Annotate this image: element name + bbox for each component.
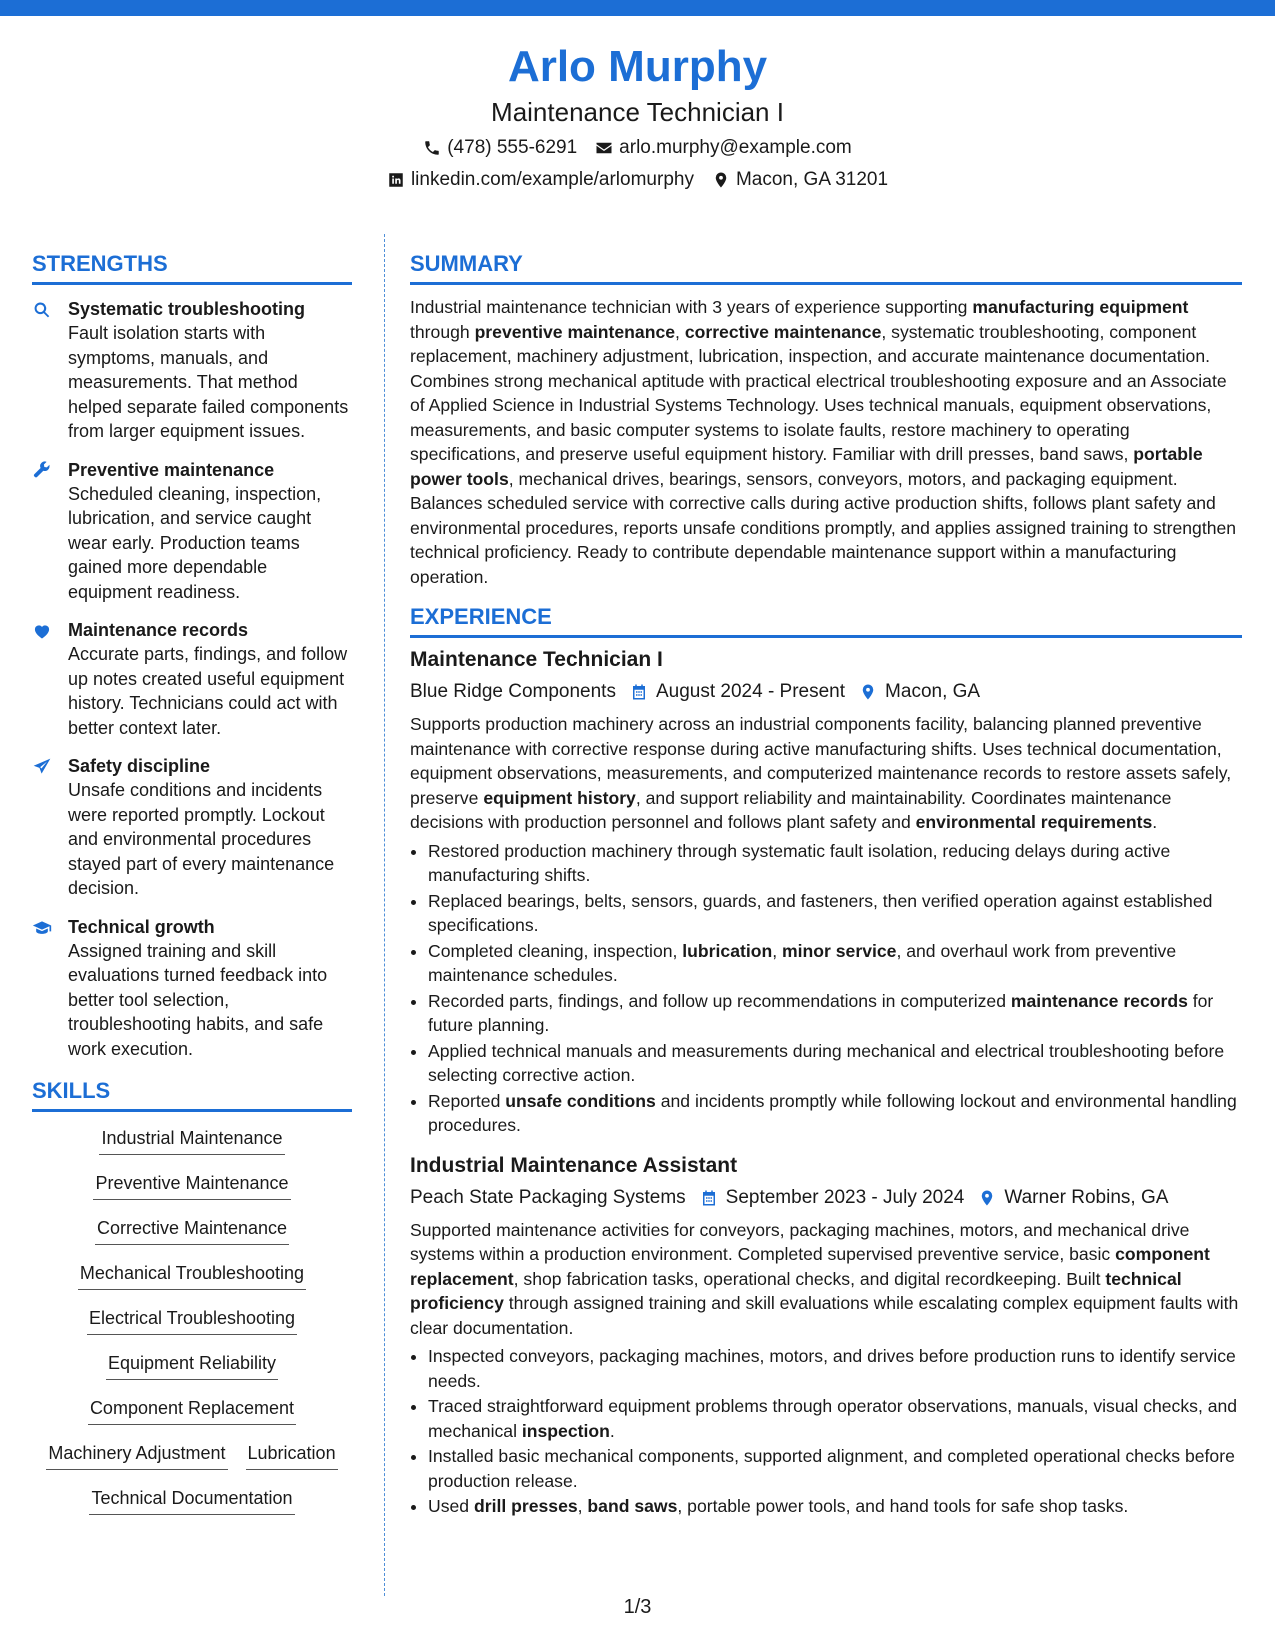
- page-number: 1/3: [623, 1596, 652, 1618]
- job-bullet: • Reported unsafe conditions and incidents promptly while following lockout and environmental handling procedures.: [428, 1089, 1242, 1138]
- skill-tag: Industrial Maintenance: [99, 1124, 284, 1155]
- phone-contact: [423, 136, 577, 160]
- phone-text: (478) 555-6291: [447, 137, 578, 158]
- skill-tag: Machinery Adjustment: [46, 1439, 227, 1470]
- linkedin-contact[interactable]: [387, 168, 694, 192]
- calendar-icon: [700, 1189, 718, 1207]
- strength-body: [68, 754, 352, 901]
- top-accent-bar: [0, 0, 1275, 16]
- strength-body: [68, 618, 352, 740]
- candidate-title: Maintenance Technician I: [491, 97, 784, 127]
- job-bullet: • Installed basic mechanical components, supported alignment, and completed operational checks before production release.: [428, 1444, 1242, 1493]
- job-bullet: • Replaced bearings, belts, sensors, guards, and fasteners, then verified operation against established specifications.: [428, 889, 1242, 938]
- map-pin-icon-wrap: [859, 683, 877, 701]
- contact-row-2: [0, 168, 1275, 192]
- resume-header: [0, 40, 1275, 192]
- job-entry: [410, 646, 1242, 1138]
- summary-heading: SUMMARY: [410, 250, 1242, 285]
- job-bullet: • Applied technical manuals and measurements during mechanical and electrical troubleshooting before selecting corrective action.: [428, 1039, 1242, 1088]
- job-bullet: • Completed cleaning, inspection, lubrication, minor service, and overhaul work from preventive maintenance schedules.: [428, 939, 1242, 988]
- strength-title: Preventive maintenance: [68, 459, 275, 480]
- skill-tag: Technical Documentation: [89, 1484, 294, 1515]
- skill-tag: Equipment Reliability: [106, 1349, 278, 1380]
- paper-plane-icon: [32, 757, 52, 777]
- job-description: Supports production machinery across an industrial components facility, balancing planned preventive maintenance with corrective response during active manufacturing shifts. Uses technical documentation, equipment observations, measurements, and computerized maintenance records to restore assets safely, preserve equipment history, and support reliability and maintainability. Coordinates maintenance decisions with production personnel and follows plant safety and environmental requirements.: [410, 714, 1232, 832]
- location-contact: [712, 168, 888, 192]
- strength-title: Maintenance records: [68, 620, 249, 640]
- job-company: Peach State Packaging Systems: [410, 1186, 686, 1208]
- map-pin-icon: [712, 171, 730, 189]
- heart-icon: [32, 621, 52, 641]
- column-divider: [384, 234, 385, 1596]
- job-title: Maintenance Technician I: [410, 648, 663, 671]
- job-company: Blue Ridge Components: [410, 681, 616, 702]
- strength-text: Scheduled cleaning, inspection, lubrication, and service caught wear early. Production teams gained more dependable equipment readiness.: [68, 483, 322, 602]
- strength-item: [32, 618, 352, 740]
- map-pin-icon: [978, 1189, 996, 1207]
- job-location: Macon, GA: [885, 681, 981, 702]
- map-pin-icon-wrap: [978, 1189, 996, 1207]
- job-bullet: • Used drill presses, band saws, portable power tools, and hand tools for safe shop tasks.: [428, 1494, 1242, 1519]
- skills-list: [32, 1124, 352, 1515]
- email-contact[interactable]: [595, 136, 852, 160]
- job-title: Industrial Maintenance Assistant: [410, 1153, 738, 1177]
- job-bullet: • Restored production machinery through systematic fault isolation, reducing delays during active manufacturing shifts.: [428, 839, 1242, 888]
- job-bullets: [410, 1344, 1242, 1519]
- experience-list: [410, 646, 1242, 1519]
- strength-title: Systematic troubleshooting: [68, 299, 306, 319]
- job-bullet: • Inspected conveyors, packaging machines, motors, and drives before production runs to identify service needs.: [428, 1344, 1242, 1393]
- job-dates: August 2024 - Present: [655, 681, 846, 702]
- strength-icon-wrap: [32, 297, 56, 444]
- calendar-icon: [630, 683, 648, 701]
- strength-text: Fault isolation starts with symptoms, manuals, and measurements. That method helped separate failed components from larger equipment issues.: [68, 323, 349, 441]
- map-pin-icon: [859, 683, 877, 701]
- strength-item: [32, 458, 352, 605]
- strength-title: Safety discipline: [68, 756, 211, 776]
- strengths-list: [32, 297, 352, 1061]
- linkedin-icon: [387, 171, 405, 189]
- skill-tag: Electrical Troubleshooting: [87, 1304, 297, 1335]
- phone-icon: [423, 139, 441, 157]
- job-bullet: • Traced straightforward equipment problems through operator observations, manuals, visual checks, and mechanical inspection.: [428, 1394, 1242, 1443]
- graduation-cap-icon: [32, 918, 52, 938]
- calendar-icon-wrap: [630, 683, 648, 701]
- job-bullets: [410, 839, 1242, 1138]
- strength-item: [32, 754, 352, 901]
- strength-body: [68, 297, 352, 444]
- email-text[interactable]: arlo.murphy@example.com: [619, 137, 852, 158]
- location-text: Macon, GA 31201: [735, 169, 889, 190]
- job-dates: September 2023 - July 2024: [725, 1186, 965, 1208]
- strength-icon-wrap: [32, 458, 56, 605]
- strength-text: Assigned training and skill evaluations turned feedback into better tool selection, troubleshooting habits, and safe work execution.: [68, 940, 328, 1059]
- job-description: Supported maintenance activities for conveyors, packaging machines, motors, and mechanical drive systems within a production environment. Completed supervised preventive service, basic component replacement, shop fabrication tasks, operational checks, and digital recordkeeping. Built technical proficiency through assigned training and skill evaluations while escalating complex equipment faults with clear documentation.: [410, 1219, 1239, 1338]
- skill-tag: Component Replacement: [88, 1394, 296, 1425]
- skill-tag: Mechanical Troubleshooting: [78, 1259, 306, 1290]
- search-icon: [32, 300, 52, 320]
- job-meta: [410, 1184, 1242, 1212]
- summary-text: Industrial maintenance technician with 3 years of experience supporting manufacturing equipment through preventive maintenance, corrective maintenance, systematic troubleshooting, component replacement, machinery adjustment, lubrication, inspection, and accurate maintenance documentation. Combines strong mechanical aptitude with practical electrical troubleshooting exposure and an Associate of Applied Science in Industrial Systems Technology. Uses technical manuals, equipment observations, measurements, and basic computer systems to isolate faults, restore machinery to operating specifications, and preserve useful equipment history. Familiar with drill presses, band saws, portable power tools, mechanical drives, bearings, sensors, conveyors, motors, and packaging equipment. Balances scheduled service with corrective calls during active production shifts, follows plant safety and environmental procedures, reports unsafe conditions promptly, and applies assigned training to strengthen technical proficiency. Ready to contribute dependable maintenance support within a manufacturing operation.: [410, 297, 1237, 587]
- job-entry: [410, 1152, 1242, 1519]
- right-column: [410, 250, 1242, 1520]
- strength-item: [32, 915, 352, 1062]
- calendar-icon-wrap: [700, 1189, 718, 1207]
- job-bullet: • Recorded parts, findings, and follow up recommendations in computerized maintenance records for future planning.: [428, 989, 1242, 1038]
- skills-heading: SKILLS: [32, 1077, 352, 1112]
- strength-icon-wrap: [32, 915, 56, 1062]
- candidate-name: Arlo Murphy: [507, 42, 768, 91]
- job-meta: [410, 678, 1242, 706]
- strength-text: Unsafe conditions and incidents were reported promptly. Lockout and environmental procedures stayed part of every maintenance decision.: [68, 780, 335, 898]
- envelope-icon: [595, 139, 613, 157]
- strength-icon-wrap: [32, 754, 56, 901]
- wrench-icon: [32, 461, 52, 481]
- strengths-heading: STRENGTHS: [32, 250, 352, 285]
- strength-body: [68, 915, 352, 1062]
- strength-icon-wrap: [32, 618, 56, 740]
- job-location: Warner Robins, GA: [1004, 1186, 1169, 1208]
- linkedin-text[interactable]: linkedin.com/example/arlomurphy: [410, 169, 694, 190]
- left-column: [32, 250, 352, 1515]
- strength-body: [68, 458, 352, 605]
- strength-title: Technical growth: [68, 916, 215, 937]
- strength-text: Accurate parts, findings, and follow up notes created useful equipment history. Technicians could act with better context later.: [68, 644, 348, 738]
- contact-row-1: [0, 136, 1275, 160]
- strength-item: [32, 297, 352, 444]
- skill-tag: Preventive Maintenance: [93, 1169, 290, 1200]
- skill-tag: Lubrication: [246, 1439, 338, 1470]
- experience-heading: EXPERIENCE: [410, 603, 1242, 638]
- skill-tag: Corrective Maintenance: [95, 1214, 289, 1245]
